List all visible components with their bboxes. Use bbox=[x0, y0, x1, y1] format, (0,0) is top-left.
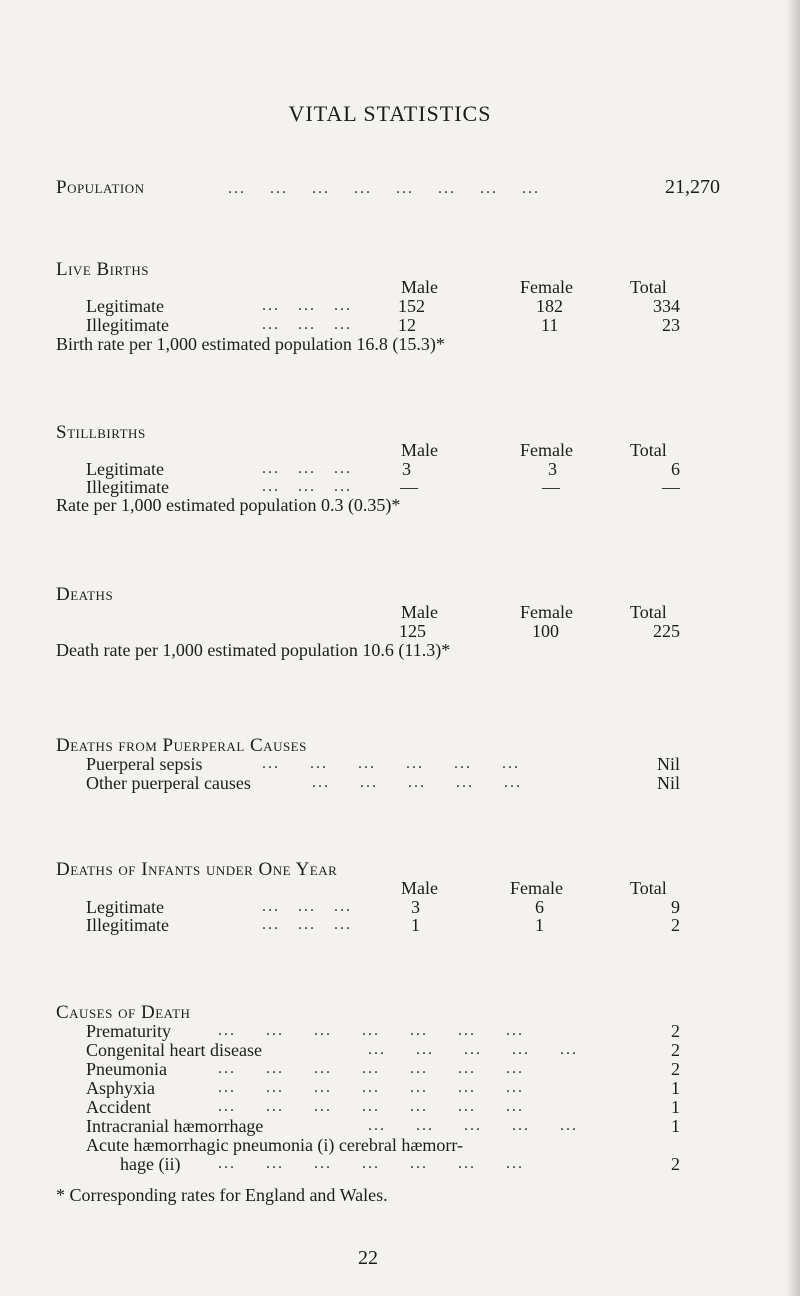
infants-row-label: Illegitimate bbox=[86, 915, 169, 935]
cause-label-line1: Acute hæmorrhagic pneumonia (i) cerebral hæmorr- bbox=[86, 1135, 463, 1155]
stillbirths-total: — bbox=[662, 477, 680, 497]
population-value: 21,270 bbox=[665, 176, 720, 198]
cause-label: Accident bbox=[86, 1097, 151, 1117]
live-births-row-label: Legitimate bbox=[86, 296, 164, 316]
infants-col-male: Male bbox=[401, 878, 438, 898]
footnote: * Corresponding rates for England and Wales. bbox=[56, 1185, 388, 1205]
infants-male: 1 bbox=[411, 915, 420, 935]
cause-value: 2 bbox=[671, 1059, 680, 1079]
live-births-col-total: Total bbox=[630, 277, 667, 297]
leader-dots: ... ... ... ... ... bbox=[368, 1041, 578, 1058]
causes-heading: Causes of Death bbox=[56, 1002, 191, 1023]
stillbirths-col-total: Total bbox=[630, 440, 667, 460]
stillbirth-rate: Rate per 1,000 estimated population 0.3 (0.35)* bbox=[56, 495, 401, 515]
leader-dots: ... ... ... ... ... bbox=[312, 774, 522, 791]
infants-col-total: Total bbox=[630, 878, 667, 898]
cause-value: 2 bbox=[671, 1040, 680, 1060]
cause-label: Prematurity bbox=[86, 1021, 171, 1041]
population-label: Population bbox=[56, 177, 145, 198]
live-births-col-male: Male bbox=[401, 277, 438, 297]
leader-dots: ... ... ... bbox=[262, 478, 352, 495]
deaths-total: 225 bbox=[653, 621, 680, 641]
cause-label: Pneumonia bbox=[86, 1059, 167, 1079]
leader-dots: ... ... ... ... ... ... ... bbox=[218, 1098, 524, 1115]
live-births-male: 152 bbox=[398, 296, 425, 316]
live-births-male: 12 bbox=[398, 315, 416, 335]
leader-dots: ... ... ... ... ... ... ... ... bbox=[228, 180, 540, 197]
stillbirths-col-male: Male bbox=[401, 440, 438, 460]
deaths-heading: Deaths bbox=[56, 584, 114, 605]
page-edge-shadow bbox=[786, 0, 800, 1296]
infants-female: 6 bbox=[535, 897, 544, 917]
cause-label: Asphyxia bbox=[86, 1078, 155, 1098]
stillbirths-total: 6 bbox=[671, 459, 680, 479]
deaths-female: 100 bbox=[532, 621, 559, 641]
cause-value: 1 bbox=[671, 1116, 680, 1136]
live-births-col-female: Female bbox=[520, 277, 573, 297]
stillbirths-row-label: Illegitimate bbox=[86, 477, 169, 497]
stillbirths-heading: Stillbirths bbox=[56, 422, 146, 443]
leader-dots: ... ... ... ... ... ... ... bbox=[218, 1060, 524, 1077]
stillbirths-male: — bbox=[400, 477, 418, 497]
infants-total: 2 bbox=[671, 915, 680, 935]
deaths-col-female: Female bbox=[520, 602, 573, 622]
puerperal-value: Nil bbox=[656, 754, 680, 774]
infants-row-label: Legitimate bbox=[86, 897, 164, 917]
stillbirths-female: — bbox=[542, 477, 560, 497]
leader-dots: ... ... ... bbox=[262, 297, 352, 314]
puerperal-row-label: Puerperal sepsis bbox=[86, 754, 203, 774]
birth-rate: Birth rate per 1,000 estimated population 16.8 (15.3)* bbox=[56, 334, 445, 354]
leader-dots: ... ... ... bbox=[262, 898, 352, 915]
leader-dots: ... ... ... ... ... ... bbox=[262, 755, 520, 772]
leader-dots: ... ... ... bbox=[262, 460, 352, 477]
puerperal-row-label: Other puerperal causes bbox=[86, 773, 251, 793]
leader-dots: ... ... ... bbox=[262, 316, 352, 333]
live-births-heading: Live Births bbox=[56, 259, 149, 280]
cause-label-line2: hage (ii) bbox=[120, 1154, 181, 1174]
page-number: 22 bbox=[358, 1247, 378, 1269]
leader-dots: ... ... ... ... ... ... ... bbox=[218, 1022, 524, 1039]
cause-value: 2 bbox=[671, 1021, 680, 1041]
leader-dots: ... ... ... ... ... ... ... bbox=[218, 1079, 524, 1096]
page-title: VITAL STATISTICS bbox=[288, 101, 492, 126]
cause-label: Intracranial hæmorrhage bbox=[86, 1116, 264, 1136]
cause-value: 1 bbox=[671, 1078, 680, 1098]
live-births-total: 334 bbox=[653, 296, 680, 316]
cause-value: 1 bbox=[671, 1097, 680, 1117]
puerperal-value: Nil bbox=[656, 773, 680, 793]
stillbirths-female: 3 bbox=[548, 459, 557, 479]
puerperal-heading: Deaths from Puerperal Causes bbox=[56, 735, 307, 756]
live-births-female: 182 bbox=[536, 296, 563, 316]
infants-male: 3 bbox=[411, 897, 420, 917]
infants-female: 1 bbox=[535, 915, 544, 935]
live-births-female: 11 bbox=[541, 315, 559, 335]
live-births-total: 23 bbox=[662, 315, 680, 335]
cause-value: 2 bbox=[671, 1154, 680, 1174]
death-rate: Death rate per 1,000 estimated population 10.6 (11.3)* bbox=[56, 640, 451, 660]
leader-dots: ... ... ... ... ... bbox=[368, 1117, 578, 1134]
deaths-male: 125 bbox=[399, 621, 426, 641]
infants-heading: Deaths of Infants under One Year bbox=[56, 859, 338, 880]
stillbirths-male: 3 bbox=[402, 459, 411, 479]
cause-label: Congenital heart disease bbox=[86, 1040, 262, 1060]
stillbirths-col-female: Female bbox=[520, 440, 573, 460]
deaths-col-total: Total bbox=[630, 602, 667, 622]
deaths-col-male: Male bbox=[401, 602, 438, 622]
stillbirths-row-label: Legitimate bbox=[86, 459, 164, 479]
leader-dots: ... ... ... bbox=[262, 916, 352, 933]
live-births-row-label: Illegitimate bbox=[86, 315, 169, 335]
leader-dots: ... ... ... ... ... ... ... bbox=[218, 1155, 524, 1172]
infants-total: 9 bbox=[671, 897, 680, 917]
infants-col-female: Female bbox=[510, 878, 563, 898]
